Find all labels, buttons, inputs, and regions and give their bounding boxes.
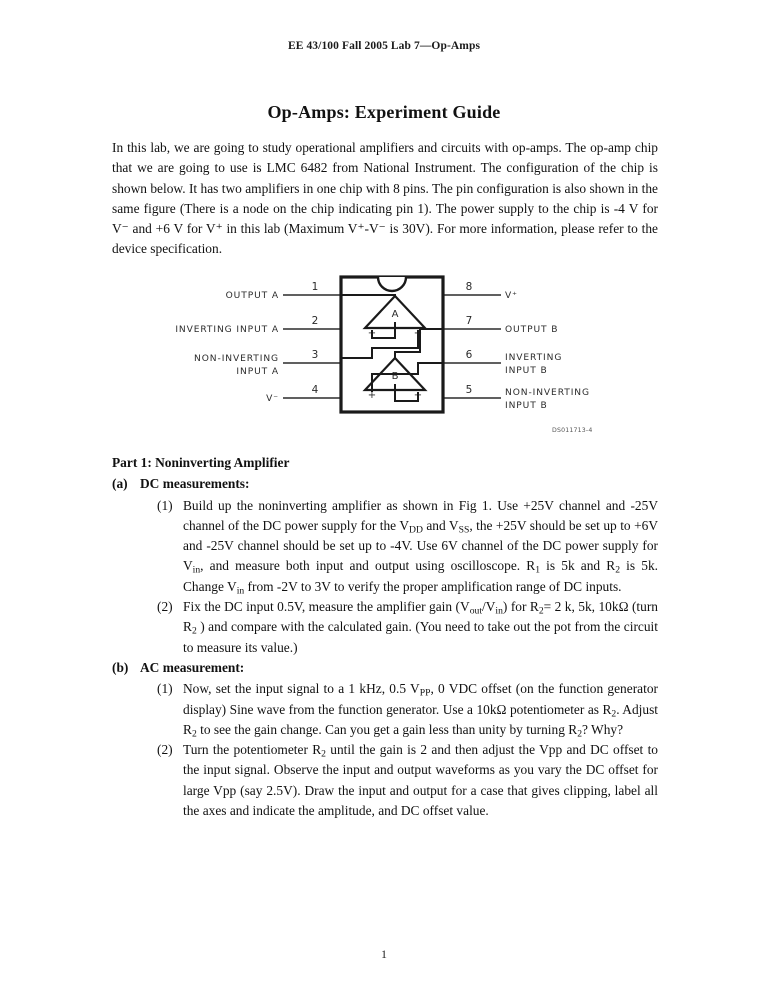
page-number: 1 bbox=[381, 947, 387, 961]
item-tag: (1) bbox=[157, 497, 173, 513]
subsection-b bbox=[112, 658, 658, 821]
right-pin-label-8: V⁺ bbox=[505, 291, 518, 301]
right-pin-label-7: OUTPUT B bbox=[505, 325, 559, 335]
right-pin-number-6: 6 bbox=[465, 349, 473, 361]
left-pin-number-2: 2 bbox=[311, 315, 319, 327]
left-pin-leads bbox=[283, 295, 341, 398]
running-head: EE 43/100 Fall 2005 Lab 7—Op-Amps bbox=[287, 40, 481, 52]
subsection-a bbox=[112, 474, 658, 658]
intro-section bbox=[112, 138, 658, 260]
left-pin-label-3-line2: INPUT A bbox=[236, 367, 279, 377]
right-pin-number-8: 8 bbox=[465, 281, 473, 293]
item-tag: (1) bbox=[157, 681, 173, 697]
right-pin-label-6-line1: INVERTING bbox=[505, 353, 563, 363]
intro-paragraph: In this lab, we are going to study operational amplifiers and circuits with op-amps. The op-amp chip that we are going to use is LMC 6482 from National Instrument. The configuration of the chip is shown below. It has two amplifiers in one chip with 8 pins. The pin configuration is also shown in the same figure (There is a node on the chip indicating pin 1). The power supply to the chip is -4 V for V⁻ and +6 V for V⁺ in this lab (Maximum V⁺-V⁻ is 30V). For more information, please refer to the device specification. bbox=[112, 140, 658, 257]
left-pin-label-3-line1: NON-INVERTING bbox=[194, 354, 279, 364]
part-1 bbox=[112, 453, 658, 821]
left-pin-number-4: 4 bbox=[311, 384, 319, 396]
list-item bbox=[112, 597, 658, 658]
list-item bbox=[112, 740, 658, 821]
item-text: Turn the potentiometer $R_2$ until the gain is 2 and then adjust the Vpp and DC offset to the input signal. Observe the input and output waveforms as you vary the DC offset for large Vpp (say 2.5V). Draw the input and output for a case that gives clipping, label all the axes and indicate the amplitude, and DC offset value. bbox=[183, 742, 658, 819]
subsection-b-title: AC measurement: bbox=[140, 659, 245, 675]
subsection-b-tag: (b) bbox=[112, 659, 129, 675]
list-item bbox=[112, 679, 658, 740]
right-pin-label-6-line2: INPUT B bbox=[505, 366, 548, 376]
right-pin-label-5-line1: NON-INVERTING bbox=[505, 388, 590, 398]
chip-diagram-svg bbox=[112, 262, 658, 444]
lab-sections bbox=[112, 453, 658, 821]
amplifier-a-noninverting-sign: + bbox=[413, 328, 423, 339]
subsection-b-heading bbox=[112, 658, 658, 678]
subsection-a-heading bbox=[112, 474, 658, 494]
item-text: Now, set the input signal to a 1 kHz, 0.5 $V_{PP}$, 0 VDC offset (on the function generator display) Sine wave from the function generator. Use a 10kΩ potentiometer as $R_2$. Adjust $R_2$ to see the gain change. Can you get a gain less than unity by turning $R_2$? Why? bbox=[183, 681, 659, 740]
item-tag: (2) bbox=[157, 742, 173, 758]
list-item bbox=[112, 496, 658, 597]
right-pin-leads bbox=[443, 295, 501, 398]
amplifier-b-inverting-sign: − bbox=[413, 390, 423, 401]
item-tag: (2) bbox=[157, 599, 173, 615]
right-pin-number-7: 7 bbox=[465, 315, 473, 327]
chip-pin-configuration-figure bbox=[112, 262, 658, 444]
left-pin-label-2: INVERTING INPUT A bbox=[175, 325, 279, 335]
amplifier-b-label: B bbox=[391, 371, 399, 382]
right-pin-number-5: 5 bbox=[465, 384, 473, 396]
datasheet-figure-code: DS011713-4 bbox=[552, 427, 593, 434]
right-pin-label-5-line2: INPUT B bbox=[505, 401, 548, 411]
item-text: Fix the DC input 0.5V, measure the amplifier gain $(V_{out}/V_{in})$ for $R_2= 2$ k, 5k, 10kΩ (turn $R_2$ ) and compare with the calculated gain. (You need to take out the pot from the circuit to measure its value.) bbox=[183, 599, 658, 655]
part-heading: Part 1: Noninverting Amplifier bbox=[112, 455, 290, 470]
pin1-notch-icon bbox=[378, 277, 406, 291]
left-pin-label-4: V⁻ bbox=[266, 394, 279, 404]
subsection-a-tag: (a) bbox=[112, 476, 128, 492]
amplifier-a-inverting-sign: − bbox=[367, 328, 377, 339]
left-pin-number-3: 3 bbox=[311, 349, 319, 361]
item-text: Build up the noninverting amplifier as shown in Fig 1. Use +25V channel and -25V channel of the DC power supply for the $V_{DD}$ and $V_{SS}$, the +25V should be set up to +6V and -25V channel should be set up to -4V. Use 6V channel of the DC power supply for $V_{in}$, and measure both input and output using oscilloscope. $R_1$ is 5k and $R_2$ is 5k. Change $V_{in}$ from -2V to 3V to verify the proper amplification range of DC inputs. bbox=[183, 497, 658, 597]
page-title: Op-Amps: Experiment Guide bbox=[267, 102, 501, 123]
chip-body-outline bbox=[341, 277, 443, 412]
subsection-a-title: DC measurements: bbox=[140, 476, 250, 492]
amplifier-a-label: A bbox=[391, 309, 399, 320]
left-pin-label-1: OUTPUT A bbox=[225, 291, 279, 301]
amplifier-b-noninverting-sign: + bbox=[367, 390, 377, 401]
left-pin-number-1: 1 bbox=[311, 281, 319, 293]
